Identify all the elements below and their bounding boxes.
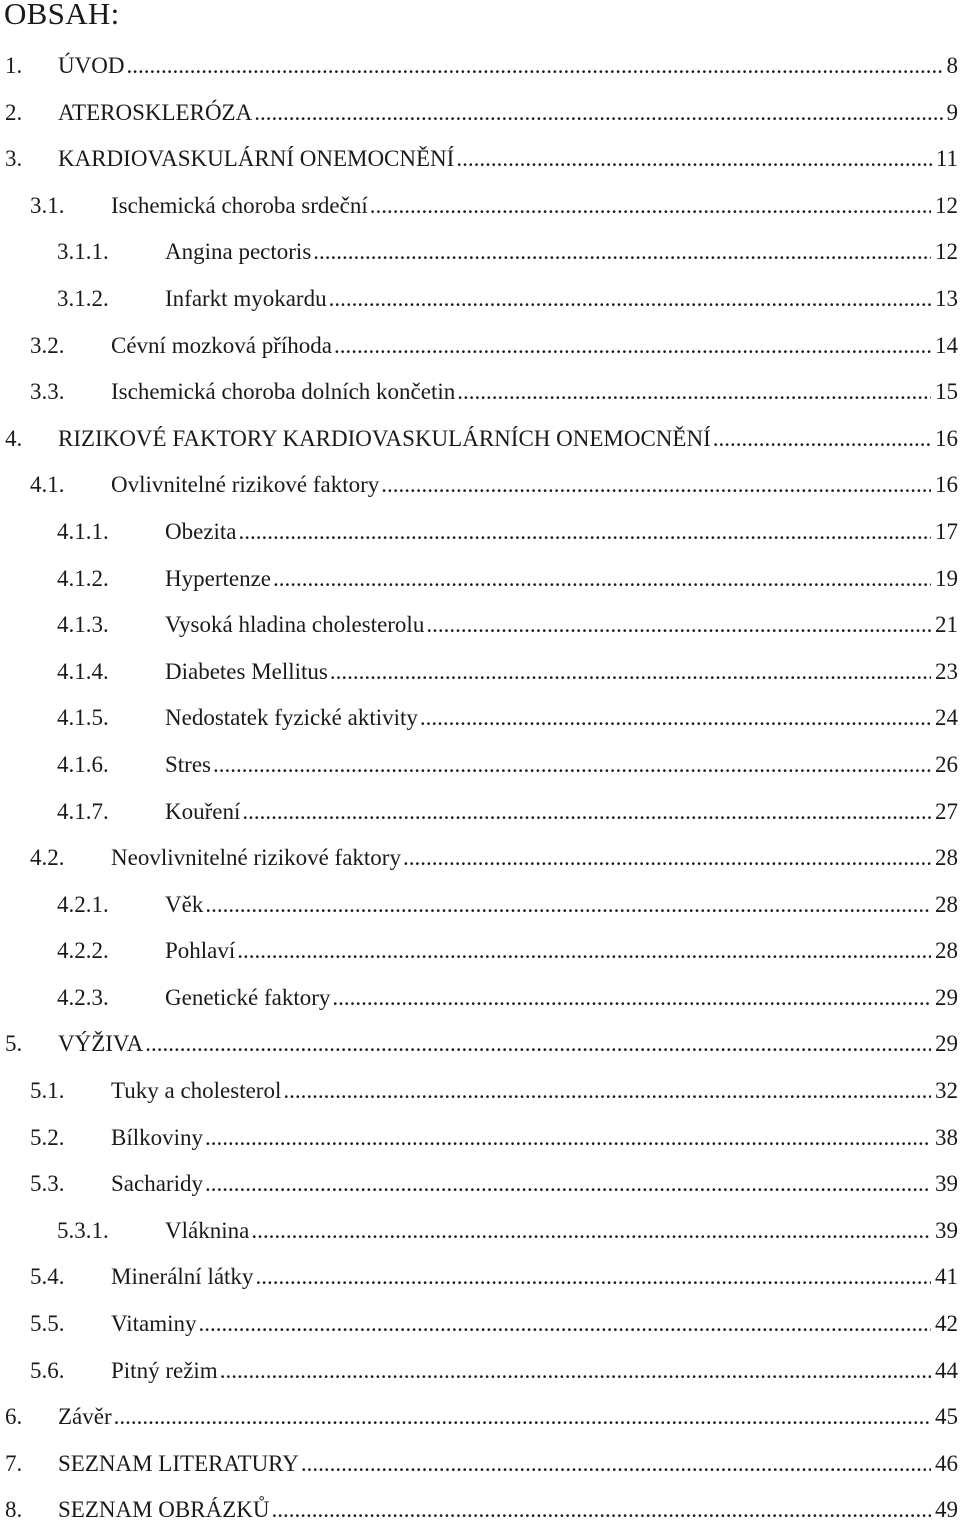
toc-entry-title: Obezita — [165, 509, 239, 556]
toc-entry-page: 39 — [931, 1161, 960, 1208]
toc-entry-title: VÝŽIVA — [58, 1021, 145, 1068]
toc-entry-number: 4.1.1. — [57, 509, 165, 556]
toc-entry-title: Infarkt myokardu — [165, 276, 329, 323]
toc-entry-number: 1. — [5, 43, 58, 90]
toc-entry-title: Minerální látky — [111, 1254, 255, 1301]
toc-entry[interactable] — [0, 742, 960, 789]
toc-entry[interactable] — [0, 928, 960, 975]
toc-entry[interactable] — [0, 276, 960, 323]
toc-entry-page: 38 — [931, 1115, 960, 1162]
toc-entry-page: 16 — [931, 462, 960, 509]
toc-entry-page: 28 — [931, 882, 960, 929]
toc-dot-leader — [237, 928, 931, 975]
toc-entry[interactable] — [0, 1441, 960, 1488]
toc-entry-title: Hypertenze — [165, 556, 273, 603]
toc-entry-title: SEZNAM LITERATURY — [58, 1441, 301, 1488]
toc-entry-page: 8 — [943, 43, 960, 90]
toc-entry-page: 17 — [931, 509, 960, 556]
toc-dot-leader — [381, 462, 931, 509]
toc-dot-leader — [145, 1021, 931, 1068]
toc-entry-title: Cévní mozková příhoda — [111, 323, 334, 370]
toc-dot-leader — [220, 1348, 931, 1395]
toc-entry-title: Tuky a cholesterol — [111, 1068, 283, 1115]
toc-entry[interactable] — [0, 1301, 960, 1348]
toc-entry-title: RIZIKOVÉ FAKTORY KARDIOVASKULÁRNÍCH ONEMOCNĚNÍ — [58, 416, 713, 463]
toc-dot-leader — [251, 1208, 931, 1255]
toc-entry-title: Věk — [165, 882, 205, 929]
toc-dot-leader — [301, 1441, 931, 1488]
toc-entry-page: 44 — [931, 1348, 960, 1395]
toc-entry[interactable] — [0, 369, 960, 416]
toc-entry-title: Stres — [165, 742, 213, 789]
toc-entry-number: 4.2.3. — [57, 975, 165, 1022]
toc-entry-number: 5.1. — [30, 1068, 111, 1115]
toc-dot-leader — [370, 183, 931, 230]
toc-dot-leader — [457, 369, 931, 416]
toc-dot-leader — [329, 276, 931, 323]
toc-dot-leader — [403, 835, 931, 882]
toc-entry-page: 14 — [931, 323, 960, 370]
toc-entry[interactable] — [0, 1161, 960, 1208]
toc-entry-number: 7. — [5, 1441, 58, 1488]
toc-entry-page: 28 — [931, 835, 960, 882]
toc-entry-number: 4.2. — [30, 835, 111, 882]
toc-entry-page: 29 — [931, 975, 960, 1022]
toc-dot-leader — [205, 1161, 931, 1208]
toc-entry[interactable] — [0, 323, 960, 370]
toc-entry-page: 12 — [931, 183, 960, 230]
toc-dot-leader — [213, 742, 931, 789]
toc-entry-title: Ischemická choroba dolních končetin — [111, 369, 457, 416]
toc-entry-page: 12 — [931, 229, 960, 276]
toc-entry-number: 4.1.3. — [57, 602, 165, 649]
toc-entry[interactable] — [0, 1487, 960, 1534]
toc-dot-leader — [330, 649, 931, 696]
toc-entry-page: 27 — [931, 789, 960, 836]
toc-entry-title: Ovlivnitelné rizikové faktory — [111, 462, 381, 509]
toc-entry-number: 5.5. — [30, 1301, 111, 1348]
toc-entry-number: 5.6. — [30, 1348, 111, 1395]
toc-entry[interactable] — [0, 882, 960, 929]
toc-dot-leader — [426, 602, 931, 649]
toc-entry-number: 3.3. — [30, 369, 111, 416]
toc-entry-page: 39 — [931, 1208, 960, 1255]
toc-entry-title: Angina pectoris — [165, 229, 313, 276]
toc-list — [0, 43, 960, 1534]
toc-entry-title: Kouření — [165, 789, 242, 836]
toc-entry-number: 5.3. — [30, 1161, 111, 1208]
toc-entry[interactable] — [0, 1254, 960, 1301]
toc-entry-title: Bílkoviny — [111, 1115, 205, 1162]
toc-entry[interactable] — [0, 416, 960, 463]
toc-entry-title: Pitný režim — [111, 1348, 220, 1395]
toc-entry[interactable] — [0, 649, 960, 696]
toc-entry-title: KARDIOVASKULÁRNÍ ONEMOCNĚNÍ — [58, 136, 456, 183]
toc-entry[interactable] — [0, 509, 960, 556]
toc-entry-number: 4.2.1. — [57, 882, 165, 929]
toc-dot-leader — [242, 789, 931, 836]
toc-entry-page: 42 — [931, 1301, 960, 1348]
toc-entry-title: Genetické faktory — [165, 975, 332, 1022]
toc-entry-page: 24 — [931, 695, 960, 742]
toc-entry-number: 3. — [5, 136, 58, 183]
toc-entry-page: 41 — [931, 1254, 960, 1301]
toc-entry-number: 4.1.4. — [57, 649, 165, 696]
toc-entry[interactable] — [0, 136, 960, 183]
toc-entry-page: 11 — [932, 136, 960, 183]
toc-entry[interactable] — [0, 90, 960, 137]
toc-entry-title: Sacharidy — [111, 1161, 205, 1208]
toc-entry-title: Vysoká hladina cholesterolu — [165, 602, 426, 649]
toc-dot-leader — [313, 229, 931, 276]
toc-dot-leader — [126, 43, 942, 90]
toc-dot-leader — [713, 416, 931, 463]
toc-entry[interactable] — [0, 229, 960, 276]
toc-entry-title: Pohlaví — [165, 928, 237, 975]
toc-entry-number: 5.2. — [30, 1115, 111, 1162]
toc-entry-title: Nedostatek fyzické aktivity — [165, 695, 420, 742]
toc-entry-page: 46 — [931, 1441, 960, 1488]
toc-entry-number: 3.1. — [30, 183, 111, 230]
toc-entry-page: 32 — [931, 1068, 960, 1115]
toc-entry-title: Neovlivnitelné rizikové faktory — [111, 835, 403, 882]
toc-dot-leader — [456, 136, 932, 183]
toc-entry-number: 5. — [5, 1021, 58, 1068]
toc-entry-number: 5.4. — [30, 1254, 111, 1301]
toc-entry-page: 26 — [931, 742, 960, 789]
toc-entry[interactable] — [0, 789, 960, 836]
toc-entry-title: Vláknina — [165, 1208, 251, 1255]
toc-dot-leader — [255, 1254, 931, 1301]
toc-dot-leader — [283, 1068, 931, 1115]
toc-entry-number: 4.1.6. — [57, 742, 165, 789]
toc-entry-title: SEZNAM OBRÁZKŮ — [58, 1487, 271, 1534]
toc-entry-page: 15 — [931, 369, 960, 416]
toc-entry[interactable] — [0, 835, 960, 882]
toc-dot-leader — [332, 975, 931, 1022]
toc-entry-number: 3.1.2. — [57, 276, 165, 323]
toc-entry-number: 5.3.1. — [57, 1208, 165, 1255]
toc-entry-number: 4.1.2. — [57, 556, 165, 603]
toc-entry[interactable] — [0, 1021, 960, 1068]
toc-entry-number: 3.2. — [30, 323, 111, 370]
toc-entry-number: 4.1. — [30, 462, 111, 509]
toc-entry-page: 16 — [931, 416, 960, 463]
toc-entry[interactable] — [0, 1394, 960, 1441]
toc-entry[interactable] — [0, 183, 960, 230]
toc-dot-leader — [205, 1115, 931, 1162]
toc-title: OBSAH: — [4, 0, 120, 34]
toc-entry-number: 4.1.5. — [57, 695, 165, 742]
toc-entry[interactable] — [0, 1208, 960, 1255]
toc-entry-number: 2. — [5, 90, 58, 137]
toc-entry-page: 28 — [931, 928, 960, 975]
toc-entry-number: 4. — [5, 416, 58, 463]
toc-entry[interactable] — [0, 1068, 960, 1115]
toc-entry-number: 4.1.7. — [57, 789, 165, 836]
toc-entry-page: 9 — [943, 90, 960, 137]
toc-entry-title: Závěr — [58, 1394, 114, 1441]
toc-entry-page: 23 — [931, 649, 960, 696]
toc-entry-number: 4.2.2. — [57, 928, 165, 975]
toc-entry[interactable] — [0, 975, 960, 1022]
toc-entry[interactable] — [0, 695, 960, 742]
toc-entry[interactable] — [0, 1115, 960, 1162]
toc-entry[interactable] — [0, 43, 960, 90]
toc-dot-leader — [334, 323, 931, 370]
toc-entry-page: 19 — [931, 556, 960, 603]
toc-entry-title: Ischemická choroba srdeční — [111, 183, 370, 230]
toc-entry[interactable] — [0, 556, 960, 603]
toc-entry-page: 29 — [931, 1021, 960, 1068]
toc-entry-title: Diabetes Mellitus — [165, 649, 330, 696]
toc-dot-leader — [420, 695, 931, 742]
toc-entry[interactable] — [0, 602, 960, 649]
toc-dot-leader — [199, 1301, 932, 1348]
toc-dot-leader — [273, 556, 931, 603]
toc-entry-page: 49 — [931, 1487, 960, 1534]
toc-dot-leader — [254, 90, 942, 137]
toc-dot-leader — [114, 1394, 931, 1441]
toc-entry-title: Vitaminy — [111, 1301, 199, 1348]
toc-entry[interactable] — [0, 1348, 960, 1395]
toc-entry-page: 21 — [931, 602, 960, 649]
toc-entry-page: 13 — [931, 276, 960, 323]
toc-entry[interactable] — [0, 462, 960, 509]
toc-entry-page: 45 — [931, 1394, 960, 1441]
toc-entry-number: 8. — [5, 1487, 58, 1534]
toc-entry-number: 3.1.1. — [57, 229, 165, 276]
toc-dot-leader — [205, 882, 931, 929]
toc-entry-title: ÚVOD — [58, 43, 126, 90]
toc-dot-leader — [239, 509, 931, 556]
toc-dot-leader — [271, 1487, 931, 1534]
toc-entry-title: ATEROSKLERÓZA — [58, 90, 254, 137]
toc-entry-number: 6. — [5, 1394, 58, 1441]
